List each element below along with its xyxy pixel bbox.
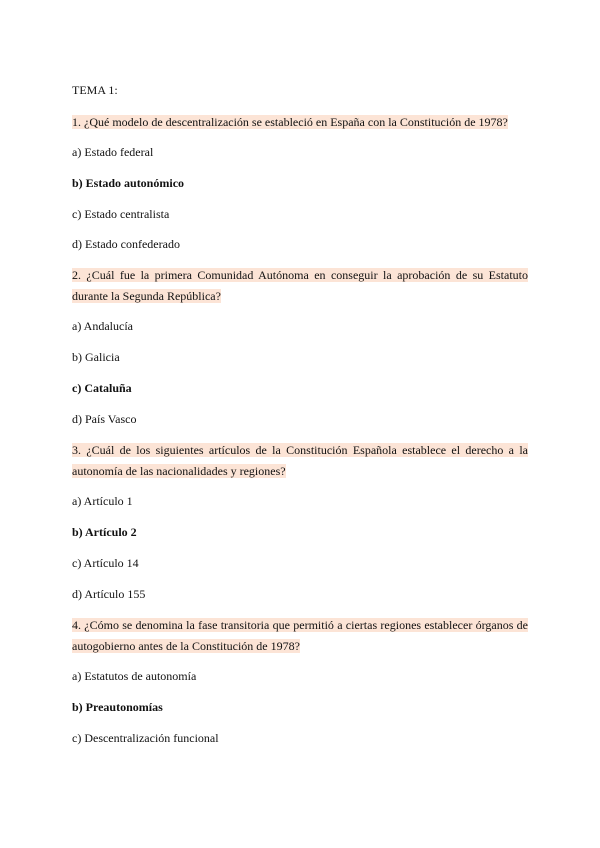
q1-option-b-correct: b) Estado autonómico <box>72 176 185 190</box>
question-4-text: 4. ¿Cómo se denomina la fase transitoria que permitió a ciertas regiones establecer órganos de autogobierno antes de la Constitución de 1978? <box>72 618 528 653</box>
document-heading: TEMA 1: <box>72 83 118 97</box>
q2-option-b: b) Galicia <box>72 350 120 364</box>
question-3 <box>72 440 528 482</box>
question-1-text: 1. ¿Qué modelo de descentralización se estableció en España con la Constitución de 1978? <box>72 115 508 129</box>
q4-option-c: c) Descentralización funcional <box>72 731 219 745</box>
q3-option-d: d) Artículo 155 <box>72 587 146 601</box>
q4-option-a: a) Estatutos de autonomía <box>72 669 197 683</box>
q2-option-d: d) País Vasco <box>72 412 137 426</box>
question-2-text: 2. ¿Cuál fue la primera Comunidad Autónoma en conseguir la aprobación de su Estatuto durante la Segunda República? <box>72 268 528 303</box>
q3-option-c: c) Artículo 14 <box>72 556 139 570</box>
q4-option-b-correct: b) Preautonomías <box>72 700 163 714</box>
q3-option-b-correct: b) Artículo 2 <box>72 525 137 539</box>
q1-option-c: c) Estado centralista <box>72 207 170 221</box>
question-3-text: 3. ¿Cuál de los siguientes artículos de la Constitución Española establece el derecho a la autonomía de las nacionalidades y regiones? <box>72 443 528 478</box>
q1-option-a: a) Estado federal <box>72 145 154 159</box>
q2-option-c-correct: c) Cataluña <box>72 381 132 395</box>
question-4 <box>72 615 528 657</box>
q1-option-d: d) Estado confederado <box>72 237 180 251</box>
q3-option-a: a) Artículo 1 <box>72 494 133 508</box>
q2-option-a: a) Andalucía <box>72 319 133 333</box>
question-2 <box>72 265 528 307</box>
question-1 <box>72 112 528 133</box>
